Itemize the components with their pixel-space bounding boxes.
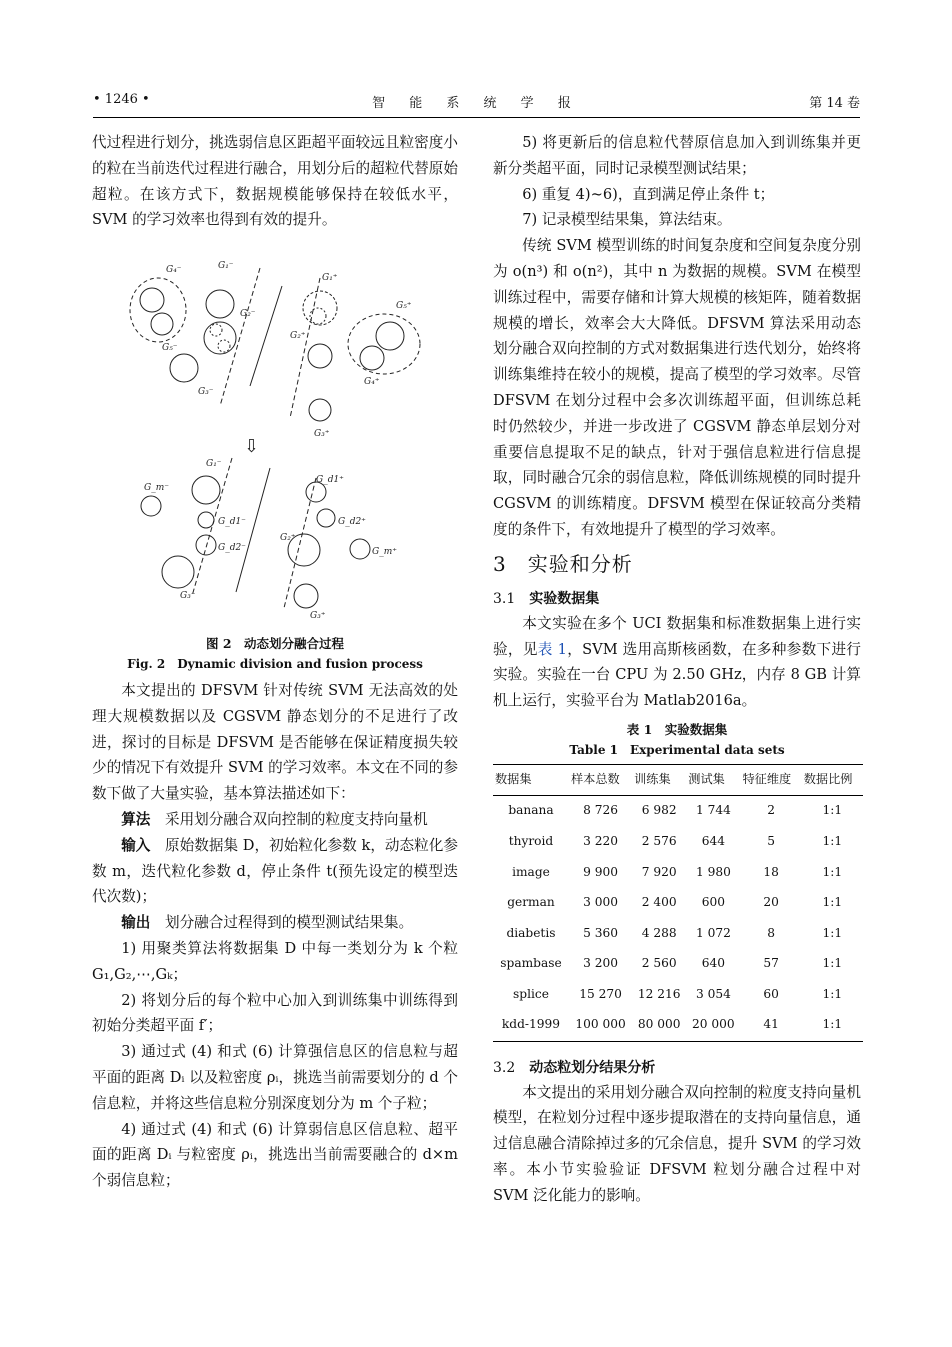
section-3-title: 3 实验和分析 [493,551,633,576]
table-cell: 1:1 [822,833,843,848]
step-2: 2) 将划分后的每个粒中心加入到训练集中训练得到初始分类超平面 f′； [92,991,458,1035]
table-cell: 640 [701,956,726,971]
label-g3-plus-b: G₃⁺ [310,611,326,621]
table-1-link[interactable]: 表 1 [537,640,567,658]
step-1: 1) 用聚类算法将数据集 D 中每一类划分为 k 个粒 G₁,G₂,⋯,Gₖ； [92,939,458,983]
paragraph-4-part-a: 本文实验在多个 UCI 数据集和标准数据集上进行实验，见 [493,614,861,658]
label-gm-minus: G_m⁻ [144,483,169,493]
table-cell: 1 744 [695,803,731,818]
table-cell: 3 000 [583,895,618,910]
table-cell: 2 400 [641,895,677,910]
label-g1-plus: G₁⁺ [322,273,338,283]
section-3-2-title: 动态粒划分结果分析 [529,1059,656,1076]
output-label: 输出 [121,914,151,932]
table-cell: 20 [763,895,779,910]
table-cell: 1:1 [802,1010,863,1041]
section-3-1-heading [493,587,861,611]
table-row [493,918,863,949]
figure-2-caption [92,634,458,674]
table-header-row [493,764,863,795]
table-cell: 4 288 [641,925,677,940]
label-g3-minus: G₃⁻ [198,387,214,397]
table-cell: thyroid [508,833,554,848]
paragraph-5: 本文提出的采用划分融合双向控制的粒度支持向量机模型，在粒划分过程中逐步提取潜在的支持向量信息，通过信息融合清除掉过多的冗余信息，提升 SVM 的学习效率。本小节实验验证 DFSVM 粒划分融合过程中对 SVM 泛化能力的影响。 [493,1083,861,1204]
table-cell: 7 920 [641,864,677,879]
left-column-bottom [92,678,458,1194]
table-row [493,857,863,888]
label-g1-minus: G₁⁻ [218,261,234,271]
table-cell: 2 560 [641,956,677,971]
table-cell: diabetis [506,925,556,940]
table-row [493,888,863,919]
table-cell: 3 200 [583,956,618,971]
table-header-cell: 数据集 [493,764,569,795]
table-cell: 18 [763,864,779,879]
label-gd2-minus: G_d2⁻ [218,543,246,553]
table-header-cell: 特征维度 [740,764,801,795]
label-g5-minus: G₅⁻ [162,343,178,353]
table-cell: banana [508,803,554,818]
table-cell: spambase [500,956,562,971]
table-cell: 1:1 [822,925,843,940]
table-cell: 20 000 [686,1010,740,1041]
paragraph-2: 本文提出的 DFSVM 针对传统 SVM 无法高效的处理大规模数据以及 CGSVM 静态划分的不足进行了改进，探讨的目标是 DFSVM 是否能够在保证精度损失较少的情况下有效提升 SVM 的学习效率。本文在不同的参数下做了大量实验，基本算法描述如下： [92,682,458,803]
section-3-2-number: 3.2 [493,1059,516,1076]
table-cell: 1 980 [695,864,731,879]
table-cell: 1:1 [822,895,843,910]
input-label: 输入 [121,836,151,854]
table-header-cell: 测试集 [686,764,740,795]
table-row [493,1010,863,1041]
table-cell: german [507,895,555,910]
step-3: 3) 通过式 (4) 和式 (6) 计算强信息区的信息粒与超平面的距离 Dᵢ 以及粒密度 ρᵢ，挑选当前需要划分的 d 个信息粒，并将这些信息粒分别深度划分为 m 个子粒； [92,1043,458,1112]
step-6: 6) 重复 4)~6)，直到满足停止条件 t； [522,185,775,203]
table-header-cell: 样本总数 [569,764,632,795]
table-header-cell: 训练集 [632,764,686,795]
label-gd1-minus: G_d1⁻ [218,517,246,527]
table-row [493,795,863,826]
label-gm-plus: G_m⁺ [372,547,397,557]
step-4: 4) 通过式 (4) 和式 (6) 计算弱信息区信息粒、超平面的距离 Dᵢ 与粒密度 ρᵢ，挑选出当前需要融合的 d×m 个弱信息粒； [92,1120,458,1190]
table-cell: kdd-1999 [493,1010,569,1041]
header-rule [93,117,860,118]
paragraph-4 [493,611,861,714]
page-number: • 1246 • [93,92,150,107]
algorithm-text: 采用划分融合双向控制的粒度支持向量机 [150,810,428,828]
volume-label: 第 14 卷 [809,96,860,111]
table-cell: 80 000 [632,1010,686,1041]
table-1 [493,764,863,1042]
figure-caption-en: Fig. 2 Dynamic division and fusion process [127,657,423,671]
step-7: 7) 记录模型结果集，算法结束。 [522,211,732,229]
figure-caption-cn: 图 2 动态划分融合过程 [205,636,345,651]
table-cell: 57 [763,956,779,971]
table-cell: splice [513,986,549,1001]
table-cell: 12 216 [637,986,681,1001]
section-3-2-heading [493,1056,861,1080]
output-line [92,910,458,936]
section-3-1-title: 实验数据集 [529,590,600,607]
table-cell: 1:1 [822,803,843,818]
table-cell: 8 [767,925,775,940]
table-cell: 100 000 [569,1010,632,1041]
table-cell: 3 220 [583,833,618,848]
label-gd2-plus: G_d2⁺ [338,517,366,527]
table-cell: image [512,864,550,879]
section-3-1-number: 3.1 [493,590,516,607]
table-cell: 60 [763,986,779,1001]
label-g5-plus: G₅⁺ [396,301,412,311]
paragraph-4-part-b: ，SVM 选用高斯核函数，在多种参数下进行实验。实验在一台 CPU 为 2.50 GHz，内存 8 GB 计算机上运行，实验平台为 Matlab2016a。 [493,640,861,710]
table-cell: 1 072 [695,925,731,940]
input-text: 原始数据集 D，初始粒化参数 k，动态粒化参数 m，迭代粒化参数 d，停止条件 t(预先设定的模型迭代次数)； [92,836,458,906]
table-header-cell: 数据比例 [802,764,863,795]
table-caption-cn: 表 1 实验数据集 [626,721,728,737]
label-g2-plus-b: G₂⁺ [280,533,296,543]
table-cell: 9 900 [583,864,618,879]
label-g3-plus: G₃⁺ [314,429,330,439]
table-1-caption [493,720,861,760]
input-line [92,833,458,910]
left-column-top [92,130,458,233]
table-cell: 1:1 [822,956,843,971]
output-text: 划分融合过程得到的模型测试结果集。 [150,914,414,932]
algorithm-line [92,807,458,833]
table-cell: 2 [767,803,775,818]
label-g4-minus: G₄⁻ [166,265,182,275]
label-g4-plus: G₄⁺ [364,377,380,387]
table-row [493,949,863,980]
table-cell: 1:1 [822,864,843,879]
label-g3-minus-b: G₃⁻ [180,591,196,601]
table-cell: 3 054 [695,986,731,1001]
table-cell: 2 576 [641,833,677,848]
algorithm-label: 算法 [121,810,151,828]
table-cell: 8 726 [583,803,618,818]
step-5: 5) 将更新后的信息粒代替原信息加入到训练集并更新分类超平面，同时记录模型测试结果； [493,134,861,177]
figure-2 [120,258,430,638]
table-row [493,980,863,1011]
label-g2-plus: G₂⁺ [290,331,306,341]
table-caption-en: Table 1 Experimental data sets [569,742,785,757]
table-cell: 1:1 [822,986,843,1001]
label-g2-minus: G₂⁻ [240,309,256,319]
paragraph-1: 代过程进行划分，挑选弱信息区距超平面较远且粒密度小的粒在当前迭代过程进行融合，用划分后的超粒代替原始超粒。在该方式下，数据规模能够保持在较低水平，SVM 的学习效率也得到有效的提升。 [92,134,458,229]
table-cell: 41 [740,1010,801,1041]
running-header [93,92,860,114]
paragraph-3: 传统 SVM 模型训练的时间复杂度和空间复杂度分别为 o(n³) 和 o(n²)，其中 n 为数据的规模。SVM 在模型训练过程中，需要存储和计算大规模的核矩阵，随着数据规模的增长，效率会大大降低。DFSVM 算法采用动态划分融合双向控制的方式对数据集进行迭代划分，始终将训练集维持在较小的规模，提高了模型的学习效率。尽管 DFSVM 在划分过程中会多次训练超平面，但训练总耗时仍然较少，并进一步改进了 CGSVM 静态单层划分对重要信息提取不足的缺点，针对于强信息粒进行信息提取，同时融合冗余的弱信息粒，降低训练规模的同时提升 CGSVM 的训练精度。DFSVM 模型在保证较高分类精度的条件下，有效地提升了模型的学习效率。 [493,237,861,538]
table-cell: 644 [701,833,726,848]
label-g1-minus-b: G₁⁻ [206,459,222,469]
table-cell: 5 [767,833,775,848]
table-cell: 5 360 [583,925,618,940]
table-cell: 600 [701,895,726,910]
down-arrow-icon: ⇩ [244,436,260,457]
label-gd1-plus: G_d1⁺ [316,475,344,485]
table-cell: 6 982 [641,803,677,818]
table-row [493,827,863,858]
table-cell: 15 270 [579,986,622,1001]
right-column [493,130,861,1209]
journal-name: 智 能 系 统 学 报 [372,96,581,111]
